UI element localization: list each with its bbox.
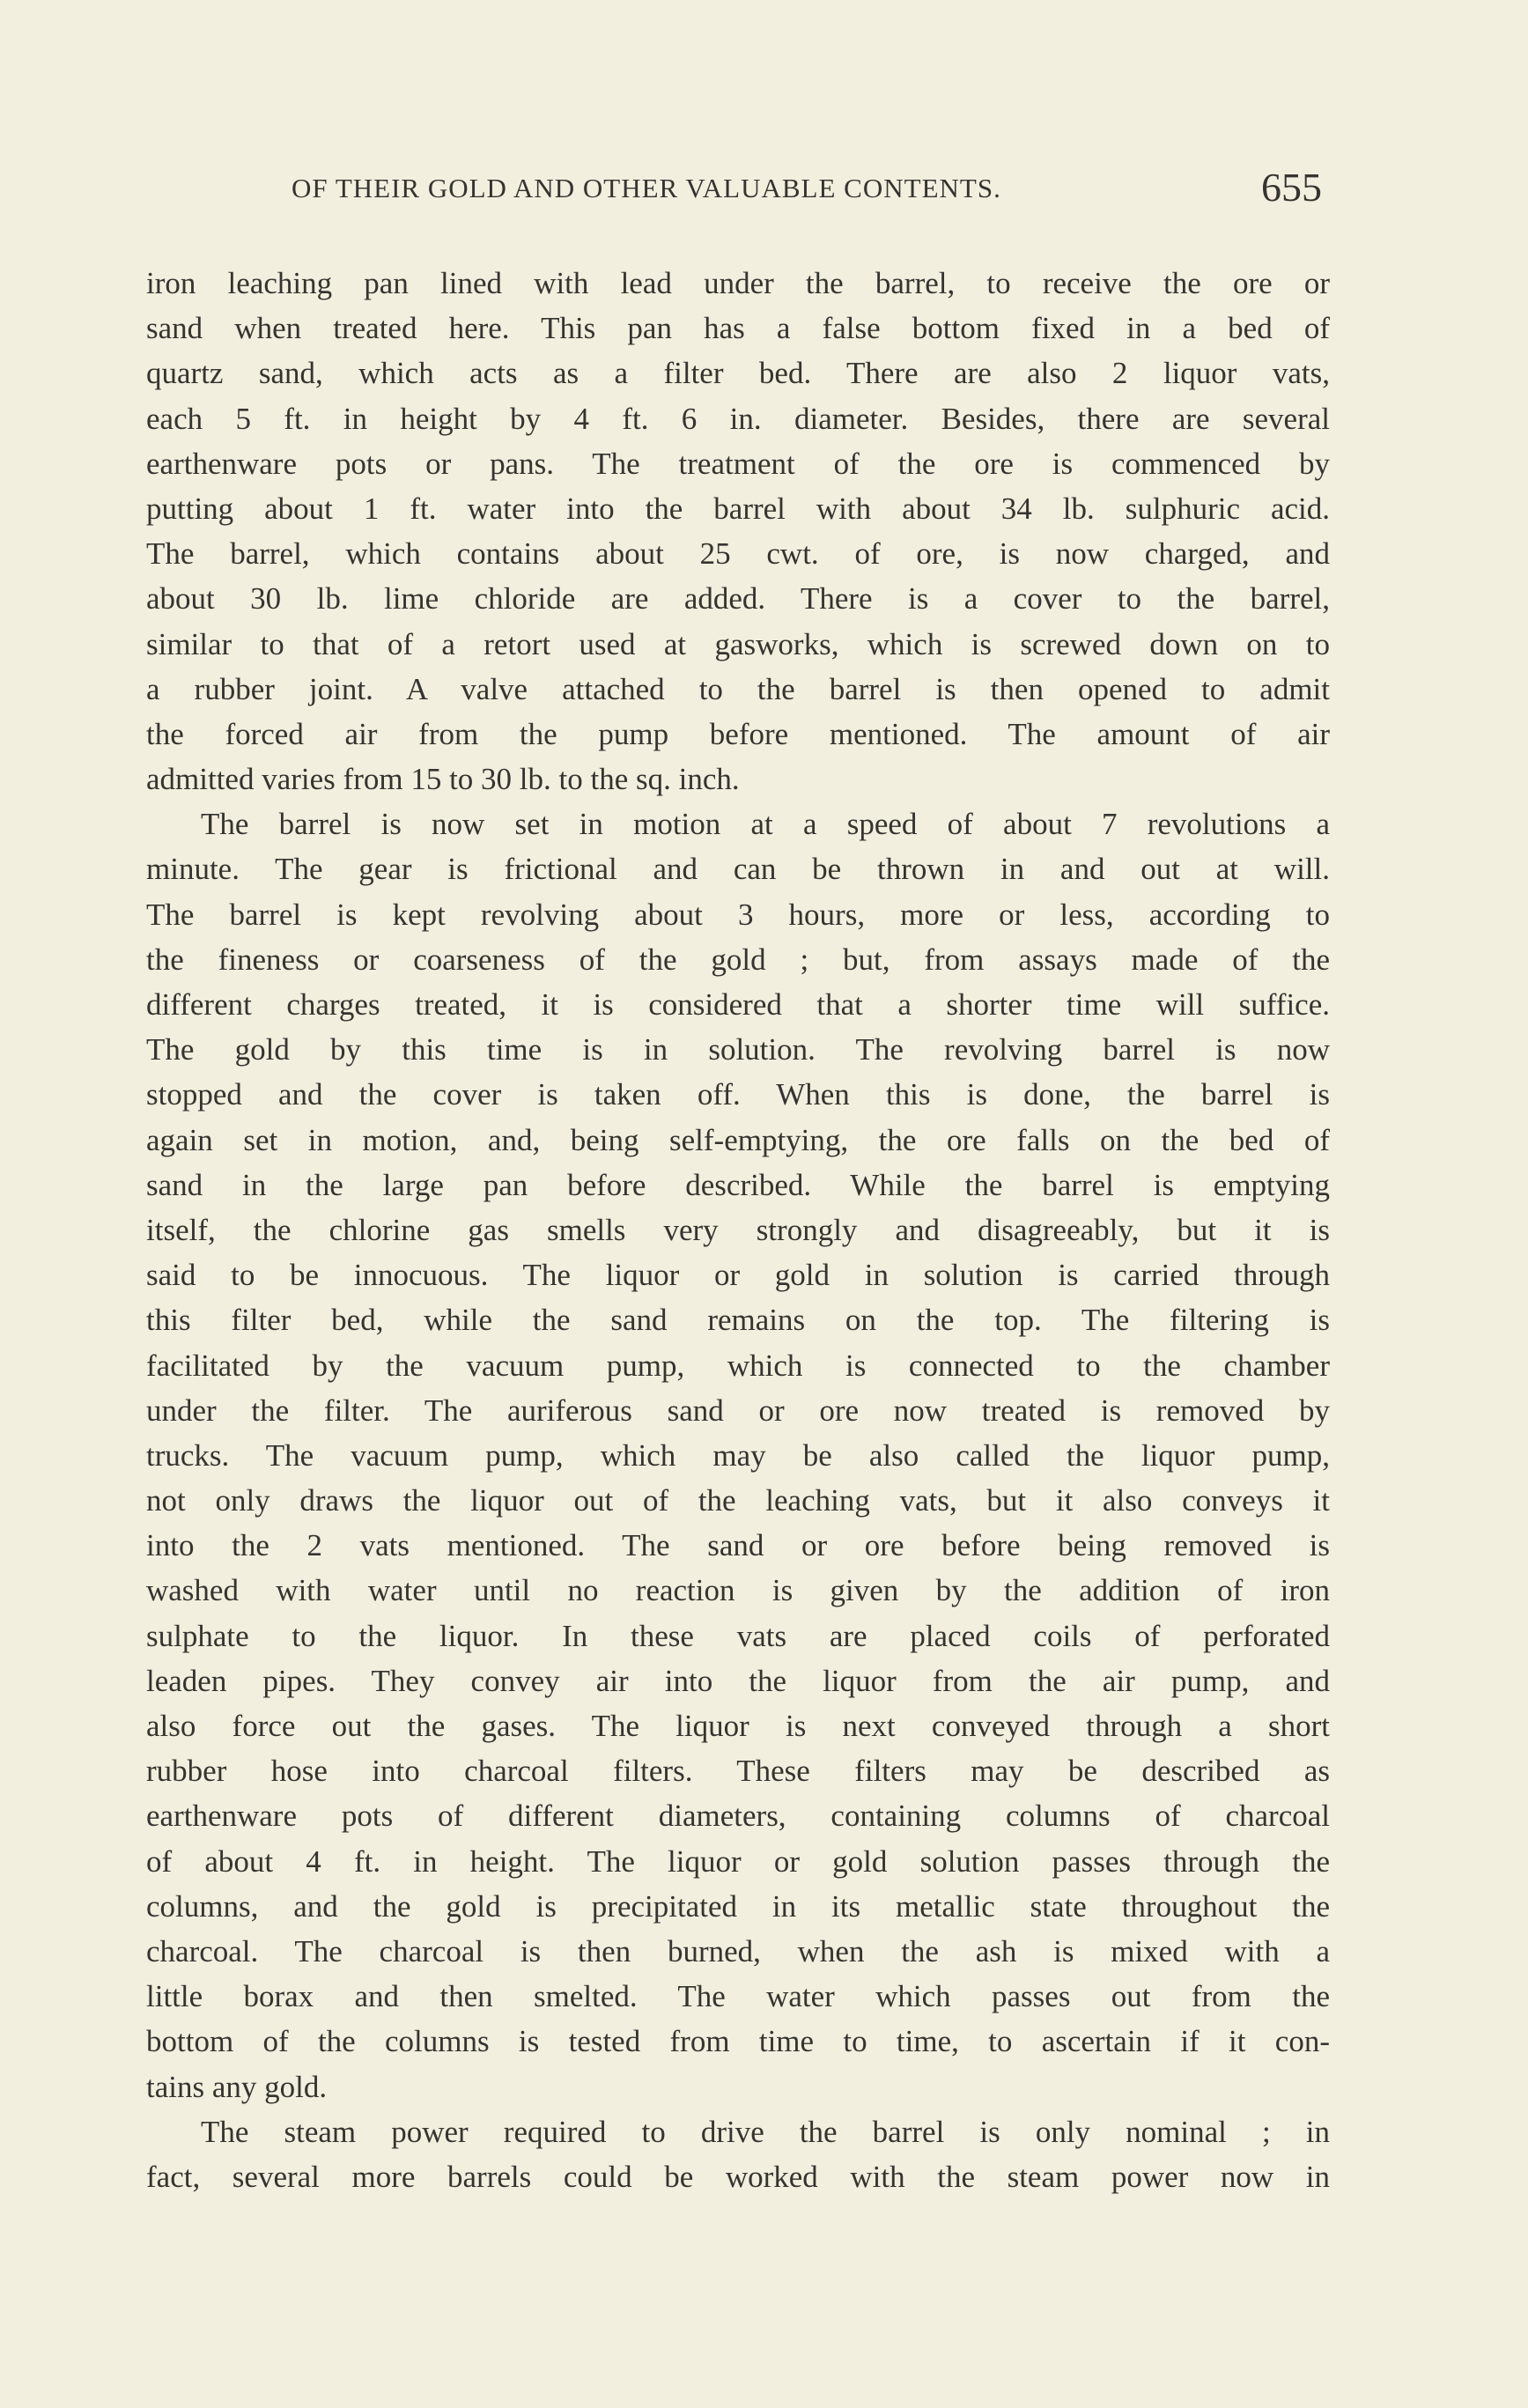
text-line: again set in motion, and, being self-emptying, the ore falls on the bed of — [146, 1122, 1330, 1157]
text-line: similar to that of a retort used at gasworks, which is screwed down on to — [146, 626, 1330, 661]
text-line: little borax and then smelted. The water which passes out from the — [146, 1979, 1330, 2014]
text-line: fact, several more barrels could be worked with the steam power now in — [146, 2159, 1330, 2194]
text-line: into the 2 vats mentioned. The sand or ore before being removed is — [146, 1528, 1330, 1563]
text-line: facilitated by the vacuum pump, which is connected to the chamber — [146, 1348, 1330, 1383]
text-line: The barrel, which contains about 25 cwt. of ore, is now charged, and — [146, 536, 1330, 572]
text-line: The gold by this time is in solution. The revolving barrel is now — [146, 1032, 1330, 1067]
text-line: charcoal. The charcoal is then burned, when the ash is mixed with a — [146, 1933, 1330, 1969]
text-line: sand in the large pan before described. While the barrel is emptying — [146, 1167, 1330, 1202]
text-line: washed with water until no reaction is given by the addition of iron — [146, 1573, 1330, 1608]
text-line: The barrel is kept revolving about 3 hours, more or less, according to — [146, 897, 1330, 932]
text-line: the fineness or coarseness of the gold ; but, from assays made of the — [146, 942, 1330, 977]
text-line: quartz sand, which acts as a filter bed. There are also 2 liquor vats, — [146, 356, 1330, 391]
text-line: each 5 ft. in height by 4 ft. 6 in. diameter. Besides, there are several — [146, 401, 1330, 436]
text-line: earthenware pots of different diameters, containing columns of charcoal — [146, 1799, 1330, 1834]
page-number: 655 — [1261, 165, 1322, 210]
text-line: bottom of the columns is tested from time to time, to ascertain if it con- — [146, 2024, 1330, 2059]
text-line: the forced air from the pump before mentioned. The amount of air — [146, 716, 1330, 751]
text-line: The steam power required to drive the barrel is only nominal ; in — [201, 2114, 1330, 2149]
text-line: putting about 1 ft. water into the barrel with about 34 lb. sulphuric acid. — [146, 491, 1330, 526]
body-text — [146, 261, 1330, 2199]
text-line: stopped and the cover is taken off. When this is done, the barrel is — [146, 1077, 1330, 1112]
text-line: leaden pipes. They convey air into the liquor from the air pump, and — [146, 1663, 1330, 1698]
text-line: said to be innocuous. The liquor or gold in solution is carried through — [146, 1258, 1330, 1293]
text-line: sand when treated here. This pan has a false bottom fixed in a bed of — [146, 311, 1330, 346]
text-line: different charges treated, it is considered that a shorter time will suffice. — [146, 987, 1330, 1022]
text-line: minute. The gear is frictional and can be thrown in and out at will. — [146, 852, 1330, 887]
text-line: rubber hose into charcoal filters. These filters may be described as — [146, 1754, 1330, 1789]
text-line: admitted varies from 15 to 30 lb. to the sq. inch. — [146, 762, 740, 797]
text-line: itself, the chlorine gas smells very strongly and disagreeably, but it is — [146, 1212, 1330, 1247]
text-line: trucks. The vacuum pump, which may be also called the liquor pump, — [146, 1437, 1330, 1473]
text-line: tains any gold. — [146, 2069, 328, 2104]
text-line: sulphate to the liquor. In these vats are placed coils of perforated — [146, 1618, 1330, 1653]
text-line: also force out the gases. The liquor is next conveyed through a short — [146, 1709, 1330, 1743]
text-line: The barrel is now set in motion at a speed of about 7 revolutions a — [201, 807, 1330, 842]
text-line: of about 4 ft. in height. The liquor or gold solution passes through the — [146, 1843, 1330, 1879]
text-line: about 30 lb. lime chloride are added. There is a cover to the barrel, — [146, 581, 1330, 617]
text-line: iron leaching pan lined with lead under the barrel, to receive the ore or — [146, 266, 1330, 300]
text-line: this filter bed, while the sand remains on the top. The filtering is — [146, 1303, 1330, 1338]
text-line: a rubber joint. A valve attached to the barrel is then opened to admit — [146, 671, 1330, 706]
text-line: under the filter. The auriferous sand or ore now treated is removed by — [146, 1392, 1330, 1428]
text-line: columns, and the gold is precipitated in its metallic state throughout the — [146, 1888, 1330, 1924]
text-line: not only draws the liquor out of the leaching vats, but it also conveys it — [146, 1483, 1330, 1518]
running-title: OF THEIR GOLD AND OTHER VALUABLE CONTENTS. — [292, 173, 1001, 203]
text-line: earthenware pots or pans. The treatment of the ore is commenced by — [146, 446, 1330, 481]
